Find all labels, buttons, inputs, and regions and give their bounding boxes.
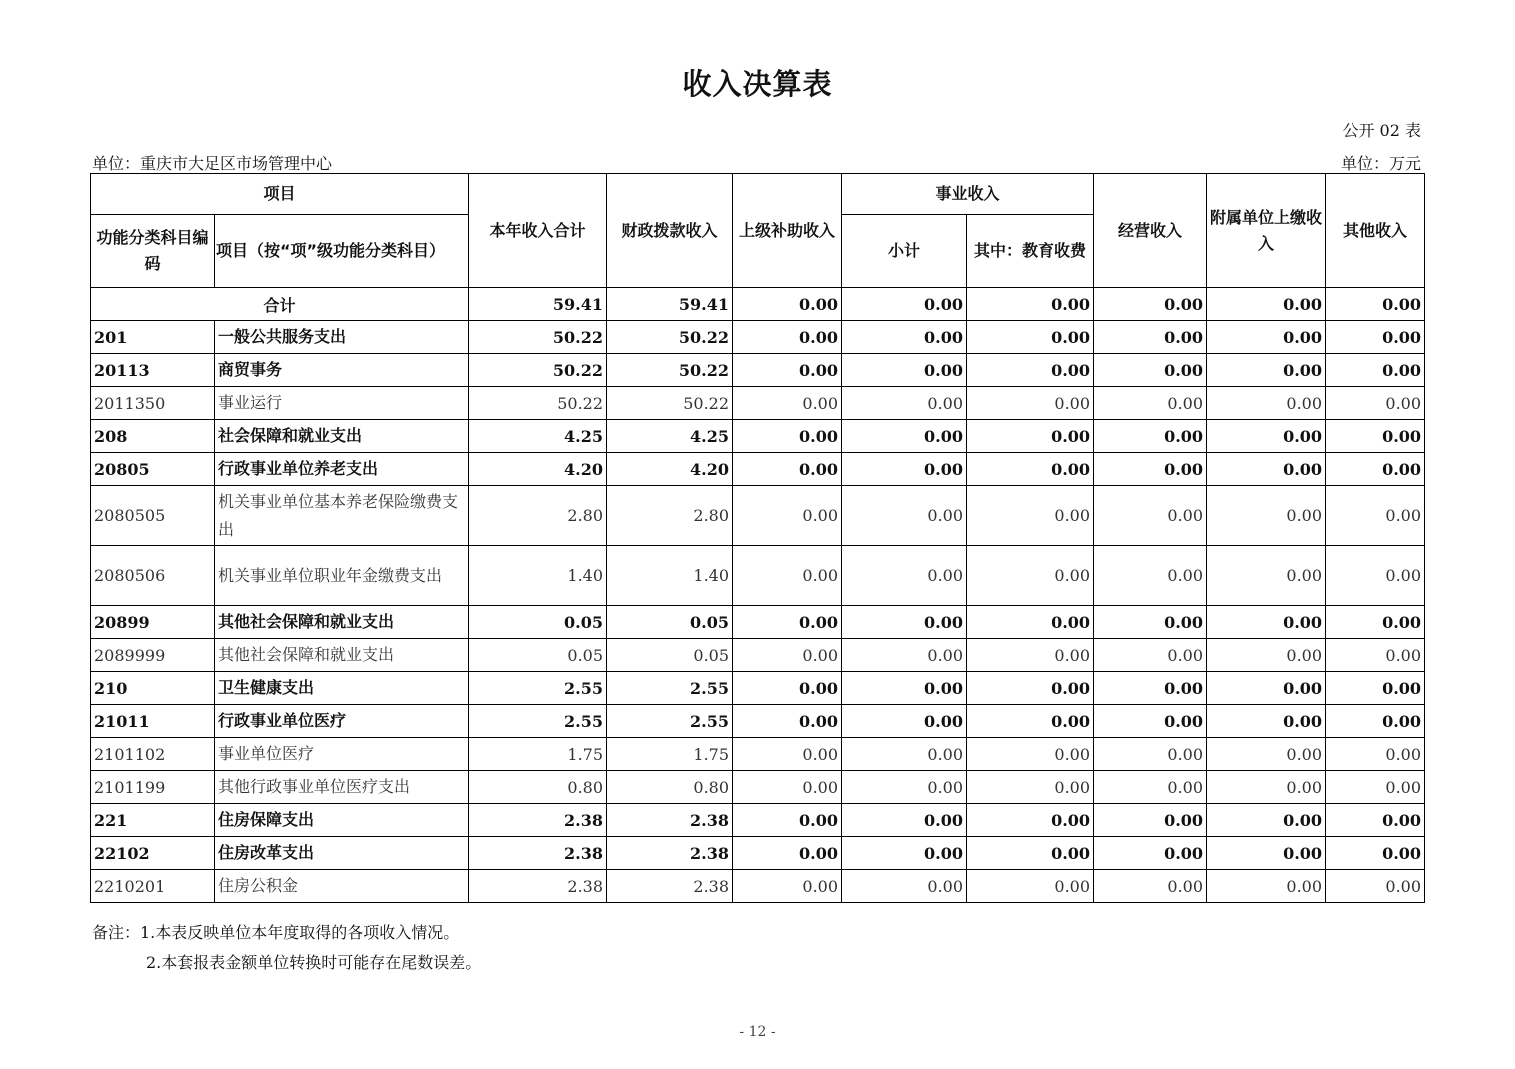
row-value: 50.22 xyxy=(469,354,607,387)
total-cell: 0.00 xyxy=(1207,288,1326,321)
table-row xyxy=(91,837,1425,870)
row-value: 2.55 xyxy=(469,705,607,738)
table-row xyxy=(91,486,1425,546)
row-value: 0.00 xyxy=(1094,321,1207,354)
row-value: 0.00 xyxy=(1207,837,1326,870)
row-value: 0.00 xyxy=(842,870,967,903)
row-value: 0.00 xyxy=(733,639,842,672)
row-value: 0.00 xyxy=(1207,705,1326,738)
row-value: 1.75 xyxy=(469,738,607,771)
table-row xyxy=(91,453,1425,486)
table-row xyxy=(91,672,1425,705)
row-value: 0.00 xyxy=(1326,606,1425,639)
row-value: 0.00 xyxy=(967,771,1094,804)
row-value: 0.00 xyxy=(1094,354,1207,387)
row-value: 0.00 xyxy=(1094,804,1207,837)
row-name: 事业运行 xyxy=(215,387,469,420)
row-value: 2.38 xyxy=(469,870,607,903)
header-affiliated: 附属单位上缴收入 xyxy=(1207,174,1326,288)
row-value: 0.00 xyxy=(967,354,1094,387)
row-value: 0.00 xyxy=(1094,420,1207,453)
row-value: 0.00 xyxy=(842,387,967,420)
row-value: 0.00 xyxy=(967,804,1094,837)
row-value: 50.22 xyxy=(607,321,733,354)
row-value: 0.00 xyxy=(1207,771,1326,804)
row-value: 0.00 xyxy=(842,639,967,672)
table-row xyxy=(91,354,1425,387)
row-value: 0.00 xyxy=(1326,804,1425,837)
total-cell: 0.00 xyxy=(1094,288,1207,321)
row-code: 22102 xyxy=(91,837,215,870)
row-value: 0.00 xyxy=(1207,870,1326,903)
table-number: 公开 02 表 xyxy=(1342,121,1421,140)
table-row xyxy=(91,387,1425,420)
row-value: 2.38 xyxy=(607,837,733,870)
row-value: 0.00 xyxy=(1207,606,1326,639)
row-value: 0.00 xyxy=(967,870,1094,903)
row-value: 2.55 xyxy=(607,705,733,738)
header-item: 项目 xyxy=(91,174,469,215)
total-cell: 0.00 xyxy=(967,288,1094,321)
header-education: 其中：教育收费 xyxy=(967,215,1094,288)
row-value: 0.00 xyxy=(967,639,1094,672)
total-label: 合计 xyxy=(91,288,469,321)
row-value: 0.00 xyxy=(1094,870,1207,903)
row-value: 0.00 xyxy=(733,420,842,453)
total-cell: 0.00 xyxy=(842,288,967,321)
row-value: 0.00 xyxy=(733,453,842,486)
row-name: 住房保障支出 xyxy=(215,804,469,837)
page-title: 收入决算表 xyxy=(682,67,833,101)
row-code: 2089999 xyxy=(91,639,215,672)
table-row xyxy=(91,606,1425,639)
row-value: 0.00 xyxy=(1326,420,1425,453)
row-value: 4.20 xyxy=(469,453,607,486)
total-row xyxy=(91,288,1425,321)
header-name: 项目（按“项”级功能分类科目） xyxy=(215,215,469,288)
row-value: 0.00 xyxy=(1207,804,1326,837)
row-code: 21011 xyxy=(91,705,215,738)
row-value: 2.38 xyxy=(469,837,607,870)
row-code: 2080505 xyxy=(91,486,215,546)
row-value: 0.00 xyxy=(733,837,842,870)
row-value: 2.80 xyxy=(469,486,607,546)
table-row xyxy=(91,420,1425,453)
row-value: 0.00 xyxy=(1207,546,1326,606)
row-value: 0.00 xyxy=(842,738,967,771)
row-code: 20113 xyxy=(91,354,215,387)
row-value: 0.00 xyxy=(1207,354,1326,387)
row-value: 0.00 xyxy=(967,420,1094,453)
row-value: 0.00 xyxy=(1326,672,1425,705)
row-value: 0.00 xyxy=(842,420,967,453)
table-row xyxy=(91,738,1425,771)
row-value: 0.00 xyxy=(733,354,842,387)
table-row xyxy=(91,321,1425,354)
row-value: 0.00 xyxy=(1207,672,1326,705)
row-code: 201 xyxy=(91,321,215,354)
table-row xyxy=(91,546,1425,606)
row-value: 0.00 xyxy=(842,606,967,639)
row-name: 住房改革支出 xyxy=(215,837,469,870)
row-name: 社会保障和就业支出 xyxy=(215,420,469,453)
header-superior: 上级补助收入 xyxy=(733,174,842,288)
row-value: 0.00 xyxy=(733,546,842,606)
note-line-2: 2.本套报表金额单位转换时可能存在尾数误差。 xyxy=(146,953,482,972)
table-row xyxy=(91,804,1425,837)
total-cell: 0.00 xyxy=(733,288,842,321)
row-value: 0.00 xyxy=(842,486,967,546)
row-value: 0.80 xyxy=(469,771,607,804)
row-name: 机关事业单位职业年金缴费支出 xyxy=(215,546,469,606)
row-value: 0.00 xyxy=(842,837,967,870)
row-value: 0.00 xyxy=(733,321,842,354)
row-value: 0.00 xyxy=(1326,870,1425,903)
row-value: 50.22 xyxy=(607,387,733,420)
row-value: 0.00 xyxy=(1326,771,1425,804)
row-value: 50.22 xyxy=(469,321,607,354)
row-value: 0.00 xyxy=(1207,420,1326,453)
row-value: 0.00 xyxy=(1094,837,1207,870)
row-value: 1.75 xyxy=(607,738,733,771)
table-row xyxy=(91,771,1425,804)
row-value: 2.38 xyxy=(469,804,607,837)
row-code: 210 xyxy=(91,672,215,705)
row-name: 事业单位医疗 xyxy=(215,738,469,771)
row-value: 0.00 xyxy=(967,321,1094,354)
row-code: 20899 xyxy=(91,606,215,639)
row-code: 221 xyxy=(91,804,215,837)
row-value: 0.05 xyxy=(469,639,607,672)
row-value: 0.00 xyxy=(1094,486,1207,546)
row-value: 0.00 xyxy=(1094,546,1207,606)
row-value: 0.05 xyxy=(607,606,733,639)
row-name: 其他社会保障和就业支出 xyxy=(215,606,469,639)
row-value: 0.00 xyxy=(967,546,1094,606)
row-name: 其他行政事业单位医疗支出 xyxy=(215,771,469,804)
row-value: 0.00 xyxy=(733,738,842,771)
row-value: 0.00 xyxy=(842,804,967,837)
row-value: 0.00 xyxy=(1207,639,1326,672)
row-value: 0.00 xyxy=(1326,837,1425,870)
header-operating: 经营收入 xyxy=(1094,174,1207,288)
row-value: 0.00 xyxy=(1094,705,1207,738)
row-value: 0.00 xyxy=(1094,606,1207,639)
unit-organization: 单位：重庆市大足区市场管理中心 xyxy=(92,154,333,173)
row-value: 0.00 xyxy=(1094,453,1207,486)
row-value: 0.00 xyxy=(1207,486,1326,546)
row-value: 50.22 xyxy=(469,387,607,420)
row-value: 0.00 xyxy=(967,672,1094,705)
row-value: 0.00 xyxy=(1094,672,1207,705)
row-value: 0.00 xyxy=(1326,354,1425,387)
income-table xyxy=(90,173,1425,903)
row-value: 0.00 xyxy=(733,606,842,639)
row-value: 0.00 xyxy=(842,672,967,705)
header-subtotal: 小计 xyxy=(842,215,967,288)
row-value: 2.38 xyxy=(607,870,733,903)
row-value: 0.00 xyxy=(733,387,842,420)
row-value: 0.00 xyxy=(967,486,1094,546)
row-value: 0.05 xyxy=(469,606,607,639)
row-value: 0.00 xyxy=(967,738,1094,771)
row-value: 0.00 xyxy=(842,354,967,387)
row-value: 0.00 xyxy=(1326,639,1425,672)
row-value: 0.00 xyxy=(733,672,842,705)
row-value: 2.80 xyxy=(607,486,733,546)
row-value: 0.00 xyxy=(1094,771,1207,804)
row-value: 0.00 xyxy=(1207,321,1326,354)
row-value: 1.40 xyxy=(469,546,607,606)
row-value: 4.20 xyxy=(607,453,733,486)
row-code: 20805 xyxy=(91,453,215,486)
row-value: 0.00 xyxy=(842,771,967,804)
row-value: 4.25 xyxy=(469,420,607,453)
row-code: 2011350 xyxy=(91,387,215,420)
row-value: 2.55 xyxy=(469,672,607,705)
row-value: 0.00 xyxy=(967,453,1094,486)
row-value: 0.00 xyxy=(967,705,1094,738)
row-name: 其他社会保障和就业支出 xyxy=(215,639,469,672)
notes xyxy=(92,918,481,978)
row-value: 0.00 xyxy=(1326,705,1425,738)
row-value: 0.00 xyxy=(1326,546,1425,606)
row-value: 2.55 xyxy=(607,672,733,705)
unit-currency: 单位：万元 xyxy=(1340,154,1421,173)
row-value: 0.00 xyxy=(1326,738,1425,771)
header-fiscal: 财政拨款收入 xyxy=(607,174,733,288)
table-row xyxy=(91,705,1425,738)
row-value: 0.00 xyxy=(967,837,1094,870)
row-code: 2101199 xyxy=(91,771,215,804)
row-value: 2.38 xyxy=(607,804,733,837)
row-value: 0.00 xyxy=(733,804,842,837)
header-total: 本年收入合计 xyxy=(469,174,607,288)
row-value: 4.25 xyxy=(607,420,733,453)
row-value: 50.22 xyxy=(607,354,733,387)
row-name: 机关事业单位基本养老保险缴费支出 xyxy=(215,486,469,546)
row-value: 0.00 xyxy=(1326,387,1425,420)
row-code: 2101102 xyxy=(91,738,215,771)
row-value: 0.00 xyxy=(842,546,967,606)
row-value: 0.00 xyxy=(1094,738,1207,771)
row-code: 2080506 xyxy=(91,546,215,606)
row-value: 0.00 xyxy=(1207,453,1326,486)
table-row xyxy=(91,870,1425,903)
header-code: 功能分类科目编码 xyxy=(91,215,215,288)
page-number: - 12 - xyxy=(739,1024,776,1040)
header-business: 事业收入 xyxy=(842,174,1094,215)
row-value: 0.00 xyxy=(967,606,1094,639)
total-cell: 59.41 xyxy=(469,288,607,321)
table-row xyxy=(91,639,1425,672)
row-name: 商贸事务 xyxy=(215,354,469,387)
row-value: 0.00 xyxy=(1094,639,1207,672)
row-value: 0.00 xyxy=(1326,486,1425,546)
total-cell: 0.00 xyxy=(1326,288,1425,321)
row-name: 行政事业单位养老支出 xyxy=(215,453,469,486)
total-cell: 59.41 xyxy=(607,288,733,321)
row-code: 2210201 xyxy=(91,870,215,903)
row-value: 0.00 xyxy=(842,705,967,738)
row-name: 行政事业单位医疗 xyxy=(215,705,469,738)
note-line-1: 备注：1.本表反映单位本年度取得的各项收入情况。 xyxy=(92,923,460,942)
row-value: 0.00 xyxy=(1207,387,1326,420)
row-name: 卫生健康支出 xyxy=(215,672,469,705)
row-value: 0.05 xyxy=(607,639,733,672)
row-value: 0.00 xyxy=(1207,738,1326,771)
row-value: 0.00 xyxy=(1094,387,1207,420)
row-value: 0.00 xyxy=(967,387,1094,420)
row-value: 0.00 xyxy=(733,771,842,804)
row-value: 1.40 xyxy=(607,546,733,606)
row-value: 0.00 xyxy=(842,321,967,354)
row-value: 0.80 xyxy=(607,771,733,804)
row-code: 208 xyxy=(91,420,215,453)
row-value: 0.00 xyxy=(842,453,967,486)
header-other: 其他收入 xyxy=(1326,174,1425,288)
row-name: 住房公积金 xyxy=(215,870,469,903)
row-value: 0.00 xyxy=(733,870,842,903)
row-value: 0.00 xyxy=(1326,321,1425,354)
row-name: 一般公共服务支出 xyxy=(215,321,469,354)
row-value: 0.00 xyxy=(1326,453,1425,486)
row-value: 0.00 xyxy=(733,705,842,738)
row-value: 0.00 xyxy=(733,486,842,546)
